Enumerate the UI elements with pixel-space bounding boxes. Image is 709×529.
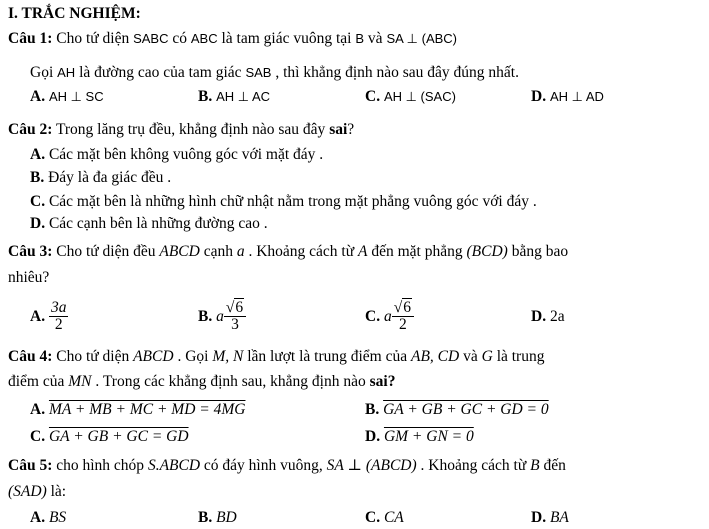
question-1-option-a[interactable]: A. AH ⊥ SC	[30, 88, 104, 105]
question-1-line-1: Câu 1: Cho tứ diện SABC có ABC là tam giác vuông tại B và SA ⊥ (ABC)	[8, 30, 457, 47]
question-4-option-c[interactable]: C. GA + GB + GC = GD	[30, 428, 189, 445]
question-1-label: Câu 1:	[8, 30, 53, 47]
question-2-option-c[interactable]: C. Các mặt bên là những hình chữ nhật nằm trong mặt phẳng vuông góc với đáy .	[30, 193, 537, 210]
question-3-option-c[interactable]: C. a $\frac{√6}{2}$	[365, 299, 414, 335]
question-3-option-b[interactable]: B. a $\frac{√6}{3}$	[198, 299, 246, 335]
question-5-option-b[interactable]: B. BD	[198, 509, 237, 526]
question-2-option-b[interactable]: B. Đáy là đa giác đều .	[30, 169, 172, 186]
question-5-option-c[interactable]: C. CA	[365, 509, 404, 526]
question-1-option-b[interactable]: B. AH ⊥ AC	[198, 88, 271, 105]
question-3-line-1: Câu 3: Cho tứ diện đều ABCD cạnh a . Khoảng cách từ A đến mặt phẳng (BCD) bằng bao	[8, 243, 569, 260]
question-2-option-a[interactable]: A. Các mặt bên không vuông góc với mặt đáy .	[30, 146, 324, 163]
question-5-option-a[interactable]: A. BS	[30, 509, 67, 526]
question-5-label: Câu 5:	[8, 457, 53, 474]
question-3-line-2: nhiêu?	[8, 269, 50, 286]
question-3-option-d[interactable]: D. 2a	[531, 308, 565, 325]
question-2-stem: Câu 2: Trong lăng trụ đều, khẳng định nào sau đây sai?	[8, 121, 355, 138]
question-1-option-c[interactable]: C. AH ⊥ (SAC)	[365, 88, 456, 105]
question-1-line-2: Gọi AH là đường cao của tam giác SAB , thì khẳng định nào sau đây đúng nhất.	[30, 64, 519, 81]
question-2-option-d[interactable]: D. Các cạnh bên là những đường cao .	[30, 215, 268, 232]
question-4-option-b[interactable]: B. GA + GB + GC + GD = 0	[365, 401, 549, 418]
question-4-label: Câu 4:	[8, 348, 53, 365]
section-title: I. TRẮC NGHIỆM:	[8, 5, 141, 22]
question-3-label: Câu 3:	[8, 243, 53, 260]
question-4-option-d[interactable]: D. GM + GN = 0	[365, 428, 474, 445]
question-4-line-2: điểm của MN . Trong các khẳng định sau, khẳng định nào sai?	[8, 373, 396, 390]
question-5-line-2: (SAD) là:	[8, 483, 67, 500]
question-3-option-a[interactable]: A. $\frac{3a}{2}$	[30, 298, 67, 333]
question-5-line-1: Câu 5: cho hình chóp S.ABCD có đáy hình vuông, SA ⊥ (ABCD) . Khoảng cách từ B đến	[8, 457, 566, 474]
question-2-label: Câu 2:	[8, 121, 53, 138]
question-4-option-a[interactable]: A. MA + MB + MC + MD = 4MG	[30, 401, 246, 418]
question-4-line-1: Câu 4: Cho tứ diện ABCD . Gọi M, N lần lượt là trung điểm của AB, CD và G là trung	[8, 348, 545, 365]
question-5-option-d[interactable]: D. BA	[531, 509, 569, 526]
question-1-option-d[interactable]: D. AH ⊥ AD	[531, 88, 604, 105]
